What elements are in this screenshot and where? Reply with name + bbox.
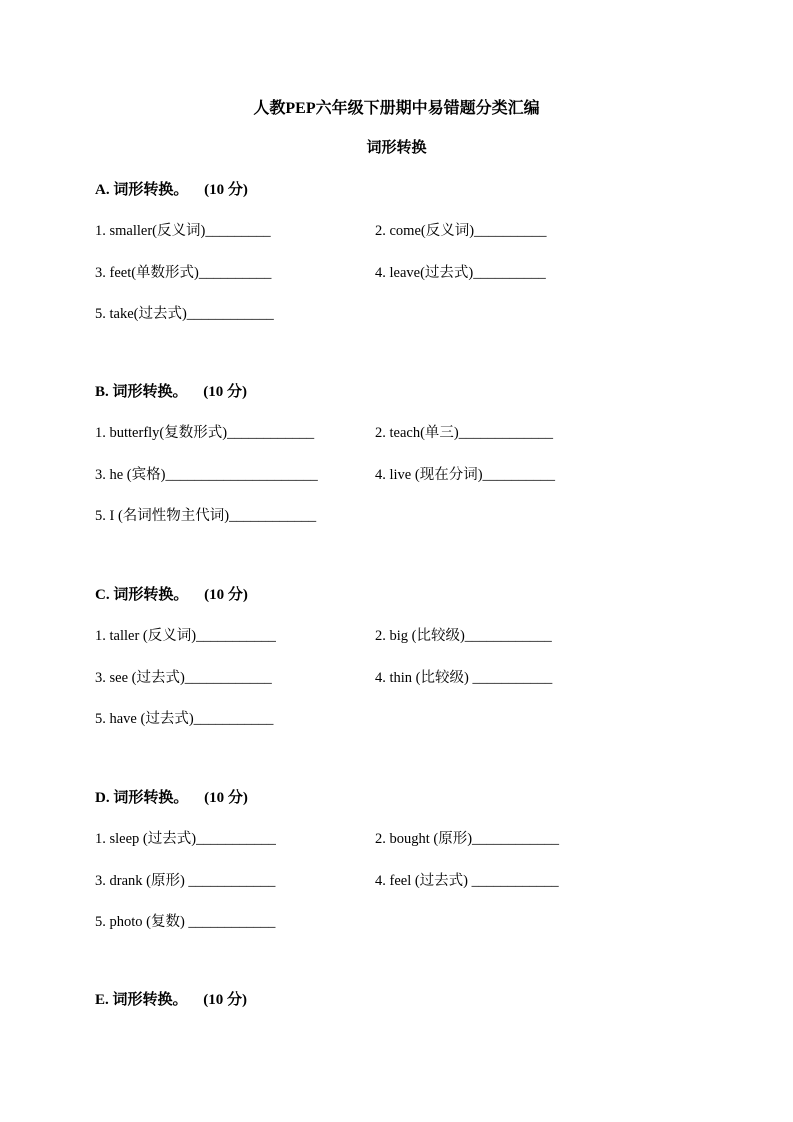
exercise-item: 4. thin (比较级) ___________ [375,669,553,686]
exercise-item: 5. have (过去式)___________ [95,711,274,727]
exercise-item: 5. photo (复数) ____________ [95,914,276,930]
exercise-item: 1. smaller(反义词)_________ [95,223,271,239]
exercise-item: 5. I (名词性物主代词)____________ [95,508,317,524]
section-letter: A. [95,182,110,198]
section-heading: 词形转换。 [112,992,188,1008]
exercise-item: 3. see (过去式)____________ [95,669,272,686]
section-points: (10 分) [204,182,248,198]
section-heading: 词形转换。 [112,384,188,400]
exercise-item: 3. he (宾格)_____________________ [95,466,318,483]
section-header [95,990,715,1010]
section-d [95,788,715,954]
section-header [95,585,715,605]
exercise-item: 3. feet(单数形式)__________ [95,264,272,281]
exercise-item: 2. teach(单三)_____________ [375,425,553,441]
section-points: (10 分) [204,790,248,806]
section-letter: B. [95,384,109,400]
section-header [95,382,715,402]
exercise-item: 5. take(过去式)____________ [95,306,274,322]
exercise-item: 4. leave(过去式)__________ [375,264,546,281]
page-title: 人教PEP六年级下册期中易错题分类汇编 [253,100,540,117]
exercise-item: 4. feel (过去式) ____________ [375,872,559,889]
exercise-item: 3. drank (原形) ____________ [95,872,276,889]
section-header [95,788,715,808]
section-c [95,585,715,751]
section-points: (10 分) [203,384,248,400]
exercise-item: 4. live (现在分词)__________ [375,466,556,483]
section-points: (10 分) [203,992,248,1008]
section-heading: 词形转换。 [113,182,189,198]
page-subtitle: 词形转换 [366,140,427,156]
section-a [95,180,715,346]
section-letter: E. [95,992,109,1008]
section-heading: 词形转换。 [113,587,189,603]
exercise-item: 2. big (比较级)____________ [375,628,552,644]
section-header [95,180,715,200]
section-letter: D. [95,790,110,806]
exercise-item: 1. taller (反义词)___________ [95,628,276,644]
exercise-item: 1. sleep (过去式)___________ [95,831,276,847]
section-heading: 词形转换。 [113,790,189,806]
section-letter: C. [95,587,110,603]
section-b [95,382,715,548]
exercise-item: 2. bought (原形)____________ [375,831,560,847]
exercise-item: 2. come(反义词)__________ [375,223,547,239]
section-e [95,990,715,1010]
exercise-item: 1. butterfly(复数形式)____________ [95,425,315,441]
section-points: (10 分) [204,587,248,603]
